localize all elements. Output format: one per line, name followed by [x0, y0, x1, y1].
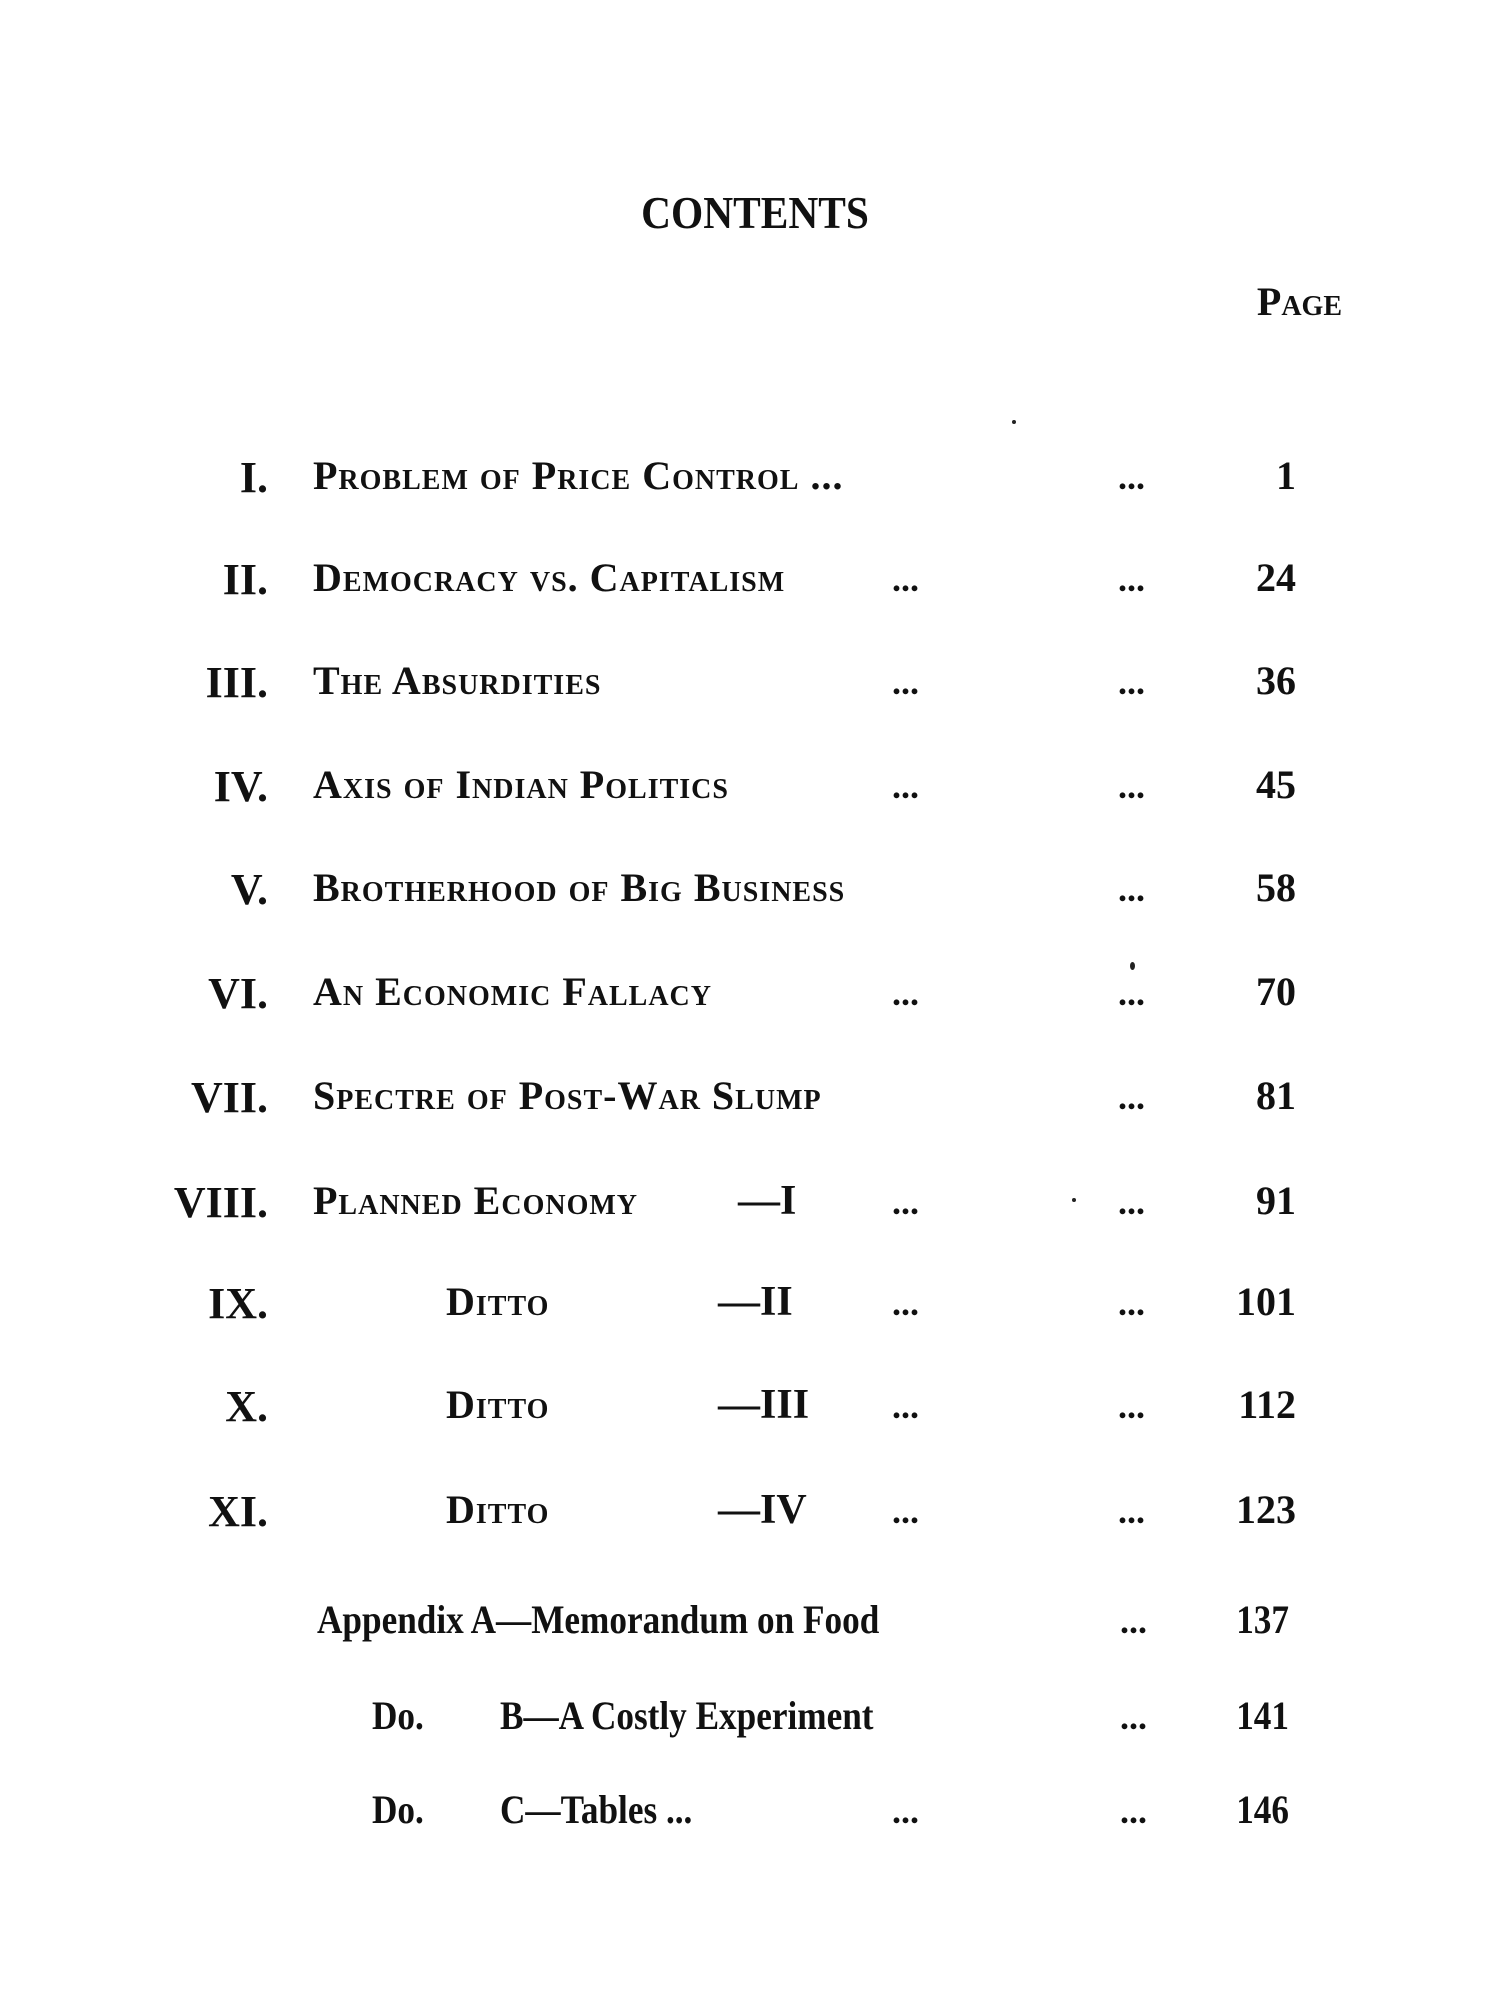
toc-entry	[0, 761, 1500, 821]
toc-entry	[0, 1381, 1500, 1441]
print-speck	[1072, 1198, 1076, 1202]
page-number: 58	[1256, 865, 1296, 910]
toc-entry	[0, 1072, 1500, 1132]
leader-dots: ...	[1118, 662, 1145, 702]
toc-entry	[0, 1177, 1500, 1237]
chapter-numeral: X.	[225, 1382, 268, 1431]
chapter-part: —II	[718, 1279, 793, 1325]
leader-dots: ...	[892, 766, 919, 806]
chapter-numeral: V.	[230, 865, 268, 914]
leader-dots: ...	[892, 559, 919, 599]
chapter-title: Brotherhood of Big Business	[313, 865, 846, 910]
appendix-title: Appendix A—Memorandum on Food	[317, 1597, 880, 1642]
leader-dots: ...	[1120, 1601, 1147, 1641]
page-number: 70	[1256, 969, 1296, 1014]
page-number: 36	[1256, 658, 1296, 703]
page-number: 141	[1236, 1693, 1289, 1738]
toc-entry	[0, 452, 1500, 512]
chapter-numeral: VII.	[190, 1073, 268, 1122]
appendix-entry	[0, 1596, 1500, 1656]
chapter-part: —I	[738, 1178, 797, 1224]
chapter-title: Axis of Indian Politics	[313, 762, 729, 807]
chapter-title: Planned Economy	[313, 1178, 638, 1223]
chapter-title: The Absurdities	[313, 658, 602, 703]
print-speck	[1012, 420, 1016, 424]
leader-dots: ...	[892, 973, 919, 1013]
page-number: 81	[1256, 1073, 1296, 1118]
leader-dots: ...	[1118, 973, 1145, 1013]
print-speck	[1130, 962, 1135, 970]
page-number: 101	[1236, 1279, 1296, 1324]
appendix-entry	[0, 1692, 1500, 1752]
leader-dots: ...	[1118, 869, 1145, 909]
toc-entry	[0, 657, 1500, 717]
chapter-numeral: I.	[239, 453, 268, 502]
leader-dots: ...	[892, 662, 919, 702]
leader-dots: ...	[1118, 766, 1145, 806]
chapter-numeral: XI.	[208, 1487, 268, 1536]
leader-dots: ...	[1118, 457, 1145, 497]
page-number: 24	[1256, 555, 1296, 600]
chapter-title: Democracy vs. Capitalism	[313, 555, 786, 600]
leader-dots: ...	[892, 1283, 919, 1323]
chapter-title: An Economic Fallacy	[313, 969, 712, 1014]
chapter-title: Spectre of Post-War Slump	[313, 1073, 822, 1118]
leader-dots: ...	[892, 1386, 919, 1426]
leader-dots: ...	[1118, 1283, 1145, 1323]
page-number: 123	[1236, 1487, 1296, 1532]
page-number: 137	[1236, 1597, 1289, 1642]
appendix-ditto: Do.	[372, 1693, 424, 1738]
leader-dots: ...	[1120, 1791, 1147, 1831]
toc-entry	[0, 1486, 1500, 1546]
page-number: 1	[1276, 453, 1296, 498]
appendix-title: B—A Costly Experiment	[500, 1693, 874, 1738]
leader-dots: ...	[892, 1791, 919, 1831]
toc-entry	[0, 554, 1500, 614]
toc-entry	[0, 968, 1500, 1028]
leader-dots: ...	[1118, 1077, 1145, 1117]
chapter-title: Problem of Price Control ...	[313, 453, 844, 498]
leader-dots: ...	[1120, 1697, 1147, 1737]
chapter-numeral: III.	[205, 658, 268, 707]
chapter-numeral: IV.	[213, 762, 268, 811]
leader-dots: ...	[1118, 559, 1145, 599]
chapter-numeral: VI.	[208, 969, 268, 1018]
appendix-title: C—Tables ...	[500, 1787, 693, 1832]
appendix-entry	[0, 1786, 1500, 1846]
leader-dots: ...	[1118, 1491, 1145, 1531]
chapter-part: —III	[718, 1382, 810, 1428]
chapter-part: —IV	[718, 1487, 807, 1533]
page-number: 91	[1256, 1178, 1296, 1223]
leader-dots: ...	[1118, 1182, 1145, 1222]
leader-dots: ...	[892, 1491, 919, 1531]
toc-entry	[0, 1278, 1500, 1338]
page-number: 45	[1256, 762, 1296, 807]
chapter-numeral: IX.	[208, 1279, 268, 1328]
page-number: 112	[1238, 1382, 1296, 1427]
chapter-numeral: VIII.	[173, 1178, 268, 1227]
toc-entry	[0, 864, 1500, 924]
leader-dots: ...	[1118, 1386, 1145, 1426]
chapter-title: Ditto	[446, 1279, 550, 1324]
chapter-numeral: II.	[222, 555, 268, 604]
page-column-header: Page	[1256, 279, 1342, 324]
chapter-title: Ditto	[446, 1487, 550, 1532]
leader-dots: ...	[892, 1182, 919, 1222]
page-title: CONTENTS	[641, 187, 869, 238]
appendix-ditto: Do.	[372, 1787, 424, 1832]
chapter-title: Ditto	[446, 1382, 550, 1427]
page-number: 146	[1236, 1787, 1289, 1832]
